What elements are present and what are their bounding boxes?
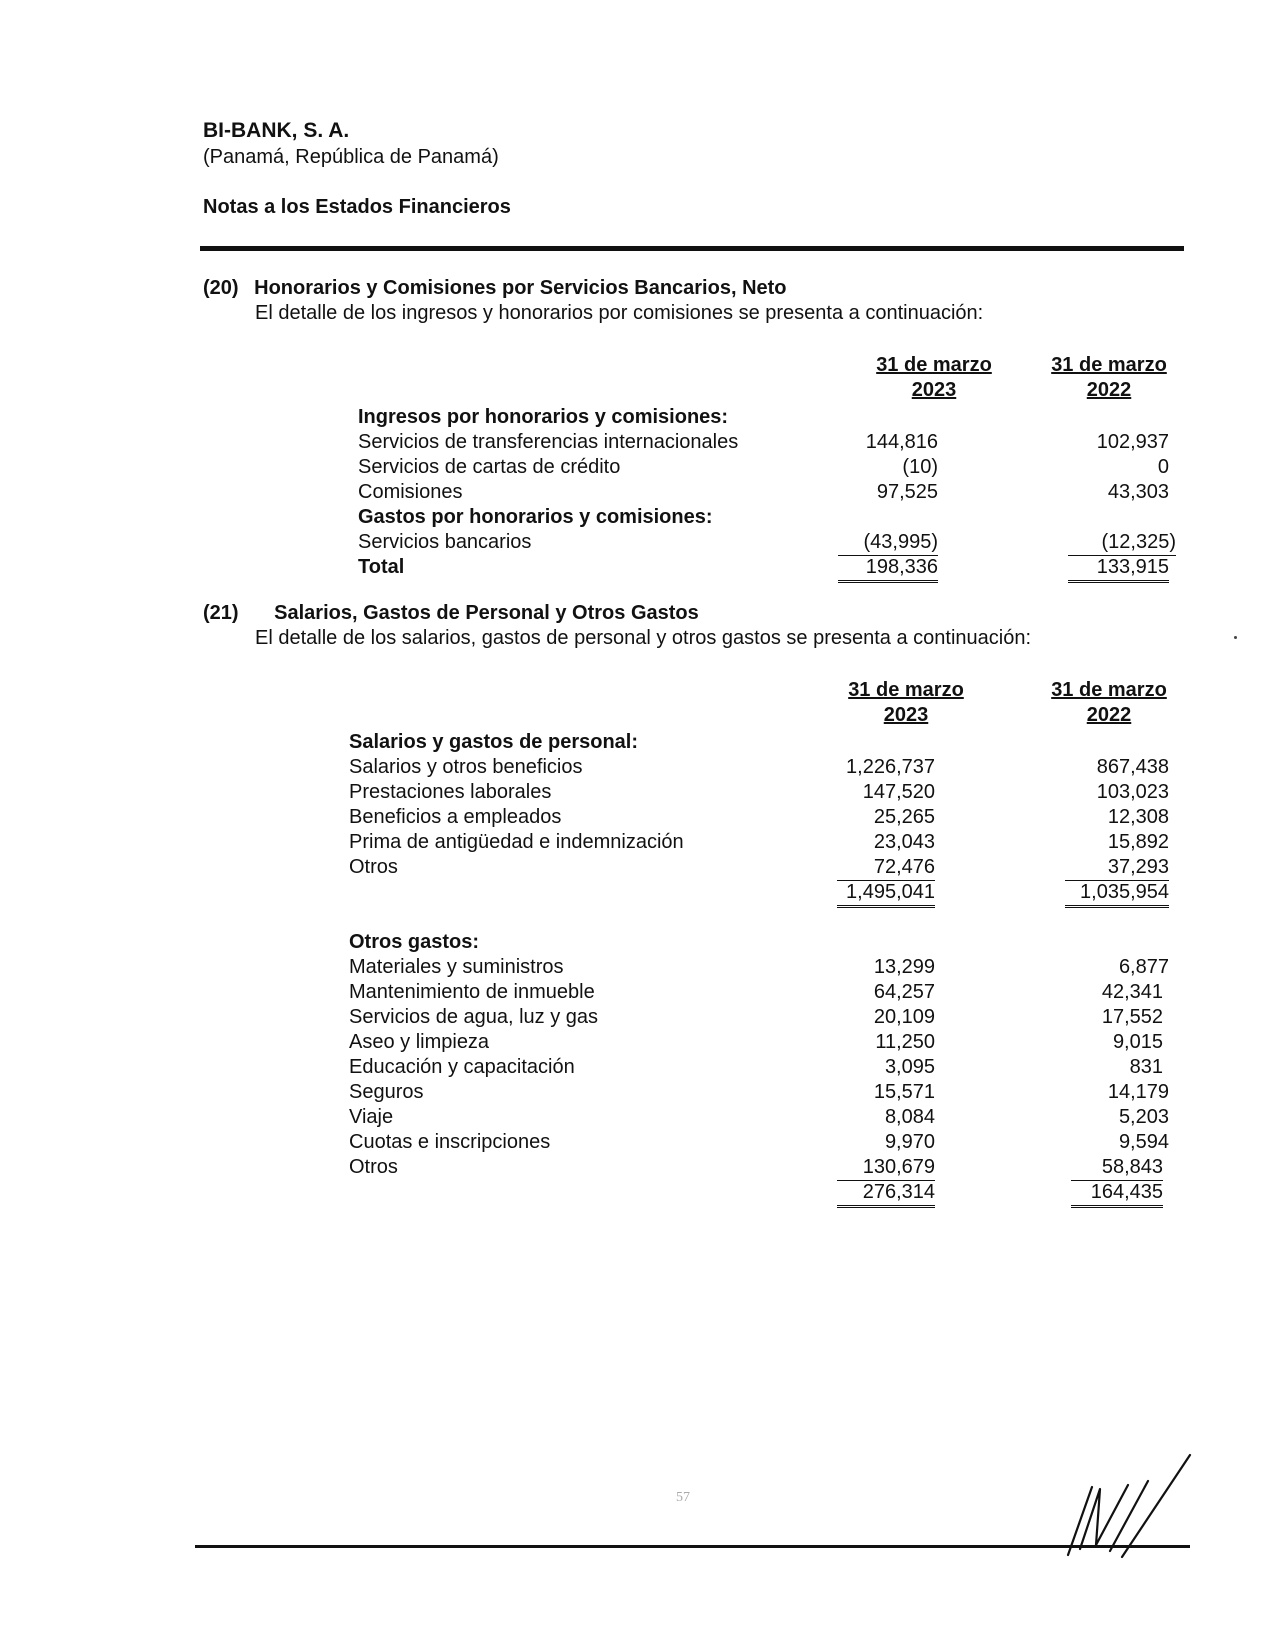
row-label: Prima de antigüedad e indemnización (349, 831, 684, 853)
table-row (349, 955, 1178, 980)
col-header-line1: 31 de marzo (848, 679, 964, 701)
stray-mark (1234, 636, 1237, 639)
row-label: Cuotas e inscripciones (349, 1131, 551, 1153)
note-20-heading (203, 277, 787, 300)
note-20-col-2023-header (868, 353, 1000, 403)
table-row (358, 480, 1178, 505)
other-heading-row (349, 930, 1178, 955)
subtotal-2023: 1,495,041 (837, 880, 935, 908)
value-2023: 97,525 (876, 481, 938, 503)
header-rule (200, 246, 1184, 251)
value-2022: 15,892 (1107, 831, 1169, 853)
value-2023: 13,299 (873, 956, 935, 978)
total-row (358, 555, 1178, 580)
value-2023: 9,970 (884, 1131, 935, 1153)
value-2022: 102,937 (1096, 431, 1169, 453)
value-2022: 867,438 (1096, 756, 1169, 778)
table-row (349, 1105, 1178, 1130)
value-2022: 17,552 (1101, 1006, 1163, 1028)
value-2023: 20,109 (873, 1006, 935, 1028)
subtotal-2023: 276,314 (837, 1180, 935, 1208)
document-title: Notas a los Estados Financieros (203, 196, 511, 218)
note-21-col-2022-header (1043, 678, 1175, 728)
value-2022: 12,308 (1107, 806, 1169, 828)
note-21-heading (203, 602, 699, 625)
table-row (349, 1005, 1178, 1030)
company-name: BI-BANK, S. A. (203, 119, 350, 142)
total-2023: 198,336 (838, 555, 938, 583)
value-2023: 11,250 (875, 1031, 935, 1053)
expense-heading-row (358, 505, 1178, 530)
col-header-line1: 31 de marzo (876, 354, 992, 376)
subtotal-row (349, 880, 1178, 905)
salaries-heading-row (349, 730, 1178, 755)
value-2022: 9,594 (1118, 1131, 1169, 1153)
table-row (349, 755, 1178, 780)
subtotal-row (349, 1180, 1178, 1205)
value-2022: 42,341 (1101, 981, 1163, 1003)
table-row (349, 830, 1178, 855)
value-2023: 130,679 (837, 1155, 935, 1181)
row-label: Educación y capacitación (349, 1056, 575, 1078)
row-label: Total (358, 556, 405, 578)
income-heading-row (358, 405, 1178, 430)
note-20-title: Honorarios y Comisiones por Servicios Bancarios, Neto (254, 277, 787, 299)
value-2023: 1,226,737 (846, 756, 935, 778)
row-label: Servicios de cartas de crédito (358, 456, 621, 478)
value-2023: 15,571 (873, 1081, 935, 1103)
page-number: 57 (676, 1490, 690, 1505)
value-2022: 43,303 (1107, 481, 1169, 503)
row-label: Mantenimiento de inmueble (349, 981, 595, 1003)
value-2022: 831 (1129, 1056, 1163, 1078)
value-2022: 9,015 (1112, 1031, 1163, 1053)
table-row (349, 1030, 1178, 1055)
section-heading: Gastos por honorarios y comisiones: (358, 506, 713, 528)
section-heading: Otros gastos: (349, 931, 480, 953)
value-2023: 25,265 (873, 806, 935, 828)
value-2022: 6,877 (1118, 956, 1169, 978)
row-label: Otros (349, 1156, 398, 1178)
col-header-line1: 31 de marzo (1051, 354, 1167, 376)
table-row (349, 980, 1178, 1005)
row-label: Materiales y suministros (349, 956, 564, 978)
row-label: Otros (349, 856, 398, 878)
value-2023: 144,816 (865, 431, 938, 453)
section-heading: Salarios y gastos de personal: (349, 731, 638, 753)
note-20-col-2022-header (1043, 353, 1175, 403)
value-2023: 23,043 (873, 831, 935, 853)
value-2022: 37,293 (1065, 855, 1169, 881)
value-2023: 72,476 (837, 855, 935, 881)
col-header-year: 2022 (1086, 704, 1132, 726)
row-label: Comisiones (358, 481, 463, 503)
table-row (358, 455, 1178, 480)
value-2023: 8,084 (884, 1106, 935, 1128)
table-row (349, 1130, 1178, 1155)
value-2023: (10) (902, 456, 938, 478)
row-label: Seguros (349, 1081, 424, 1103)
col-header-year: 2023 (911, 379, 957, 401)
company-location: (Panamá, República de Panamá) (203, 146, 499, 168)
value-2022: 14,179 (1107, 1081, 1169, 1103)
section-heading: Ingresos por honorarios y comisiones: (358, 406, 729, 428)
value-2022: 5,203 (1118, 1106, 1169, 1128)
table-row (349, 805, 1178, 830)
table-row (349, 1080, 1178, 1105)
subtotal-2022: 1,035,954 (1065, 880, 1169, 908)
row-label: Servicios de agua, luz y gas (349, 1006, 599, 1028)
value-2022: 0 (1157, 456, 1169, 478)
value-2022: 103,023 (1096, 781, 1169, 803)
table-row (349, 780, 1178, 805)
table-row (358, 430, 1178, 455)
table-row (349, 855, 1178, 880)
value-2023: 3,095 (884, 1056, 935, 1078)
row-label: Servicios de transferencias internacionales (358, 431, 739, 453)
col-header-line1: 31 de marzo (1051, 679, 1167, 701)
note-21-title: Salarios, Gastos de Personal y Otros Gastos (274, 602, 699, 624)
note-20-description: El detalle de los ingresos y honorarios por comisiones se presenta a continuación: (255, 302, 984, 324)
row-label: Prestaciones laborales (349, 781, 552, 803)
col-header-year: 2022 (1086, 379, 1132, 401)
table-row (358, 530, 1178, 555)
note-21-number: (21) (203, 602, 239, 624)
note-21-description: El detalle de los salarios, gastos de personal y otros gastos se presenta a continuación: (255, 627, 1032, 649)
note-20-number: (20) (203, 277, 239, 299)
value-2023: (43,995) (838, 530, 938, 556)
value-2023: 64,257 (873, 981, 935, 1003)
subtotal-2022: 164,435 (1071, 1180, 1163, 1208)
row-label: Salarios y otros beneficios (349, 756, 583, 778)
row-label: Viaje (349, 1106, 394, 1128)
table-row (349, 1155, 1178, 1180)
note-21-col-2023-header (840, 678, 972, 728)
row-label: Aseo y limpieza (349, 1031, 490, 1053)
col-header-year: 2023 (883, 704, 929, 726)
total-2022: 133,915 (1068, 555, 1169, 583)
footer-rule (195, 1545, 1190, 1548)
table-row (349, 1055, 1178, 1080)
value-2023: 147,520 (862, 781, 935, 803)
row-label: Servicios bancarios (358, 531, 532, 553)
value-2022: (12,325) (1068, 530, 1176, 556)
value-2022: 58,843 (1071, 1155, 1163, 1181)
row-label: Beneficios a empleados (349, 806, 562, 828)
